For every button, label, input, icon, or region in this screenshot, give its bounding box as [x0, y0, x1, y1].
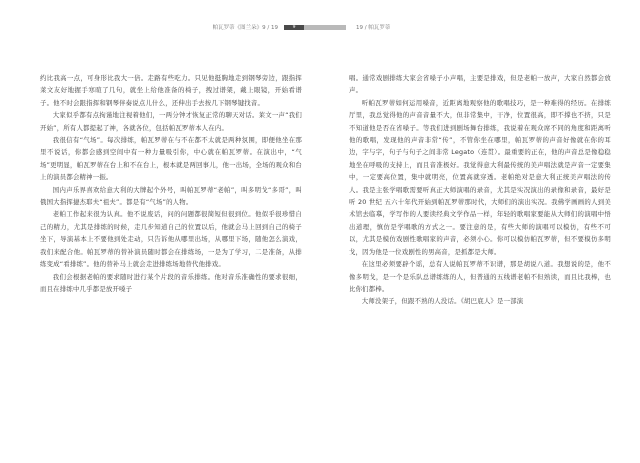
- page-number-tab: 9: [284, 25, 304, 30]
- right-paragraph: 唱。通常戏剧排练大家会省嗓子小声唱，主要是排戏，但是老帕一放声，大家自然都会放声。: [349, 74, 611, 95]
- page-header: [0, 22, 640, 36]
- left-paragraph: 我很信有“气场”。每次排练，帕瓦罗蒂在与不在都不太就是两种氛围，即便他坐在那里不说话，你都会感到空间中有一种力量吸引你，中心就在帕瓦罗蒂。在演出中，“气场”更明显，帕瓦罗蒂在台上和不在台上，根本就是两回事儿，他一出场，全场的观众和台上的演员都会精神一振。: [40, 136, 302, 182]
- running-head-left: 帕瓦罗蒂《图兰朵》9 / 19: [212, 25, 278, 31]
- left-paragraph: 约比我高一点，可身形比我大一倍。走路有些吃力。只见他挺胸地走到钢琴旁边，跟指挥莱文友好地握手寒暄了几句，就坐上给他准备的椅子，拽过谱架，戴上眼镜，开始看谱子。他不时会跟指挥和钢琴伴奏说点儿什么，还伸出手去按几下钢琴键找音。: [40, 74, 302, 107]
- page-progress-bar: [284, 25, 346, 30]
- left-paragraph: 国内声乐界喜欢给意大利的大牌起个外号，叫帕瓦罗蒂“老帕”，叫多明戈“多哥”，叫俄国大指挥捷杰耶夫“祖夫”。都是有“气场”的人物。: [40, 185, 302, 207]
- left-paragraph: 大家似乎都有点拘谨地注视着他们，一两分钟才恢复正常的聊天对话。莱文一声“我们开始”，所有人都提起了神，各就各位，包括帕瓦罗蒂本人在内。: [40, 111, 302, 132]
- right-paragraph: 在这里必须要辟个谣，总有人说帕瓦罗蒂不识谱，那是胡说八道。我想说的是，他不像多明戈，是一个是乐队总谱练练的人，但普通的五线谱老帕不但熟读，而且比我棒，也比你们都棒。: [349, 260, 611, 293]
- left-page-column: [40, 72, 302, 457]
- left-paragraph: 我们会根据老帕的要求随时进行某个片段的音乐排练。他对音乐准确性的要求很细，而且在排练中几乎都是放开嗓子: [40, 272, 302, 293]
- right-paragraph: 听帕瓦罗蒂如何运用嗓音，近距离地观察他的歌唱技巧，是一种难得的经历。在排练厅里，我总觉得他的声音音量不大，但非常集中，干净，位置很高，即不撑也不挤，只是不知道他是否在省嗓子。等我们进到剧场舞台排练，我说着在观众席不同的角度和距离听他的歌唱，发现他的声音非常“传”，不管你坐在哪里，帕瓦罗蒂的声音好像就在你的耳边，字与字，句子与句子之间非常 Legato（连贯）。最重要的正在，他的声音总是像稳稳地坐在呼吸的支持上，而且音准极好。我觉得意大利最传统的美声唱法就是声音一定要集中，一定要高位置，集中就明亮，位置高就穿透。老帕绝对是意大利正统美声唱法的传人。我是主张学唱歌需要听真正大师演唱的录音，尤其是实况演出的录像和录音，最好是听 20 世纪 五六十年代开始到帕瓦罗蒂那时代，大师们的演出实况。我佛学画画的人到美术馆去临摹，学写作的人要读经典文学作品一样，年轻的歌唱家要能从大师们的演唱中悟出道理，慎仿是学唱歌的方式之一。要注意的是，有些大师的演唱可以模仿，有些不可以，尤其是模仿戏剧性歌唱家的声音，必须小心。你可以模仿帕瓦罗蒂，但不要模仿多明戈，因为他是一位戏剧性的男高音，是抓都是大师。: [349, 98, 611, 256]
- right-page-column: [349, 72, 611, 457]
- right-paragraph: 大师没架子，但跟不熟的人没话。《胡巴底人》是一部演: [361, 297, 524, 306]
- running-head-right: 19 / 帕瓦罗蒂: [356, 25, 391, 31]
- left-paragraph: 老帕工作起来很为认真。他不说废话，问的问题都很简短但很到位。他似乎很珍惜自己的精力，尤其是排练的时候，走几步知道自己的位置以后，他就会马上回到自己的椅子坐下，导演基本上不要他到处走动，只告诉他从哪里出场，从哪里下场，随他怎么演戏，我们来配合他。帕瓦罗蒂的替补演员随时都会在排练场，一是为了学习，二是准备，从排练变成“看排练”。他的替补马上就会走进排练场地替代他排戏。: [40, 210, 302, 269]
